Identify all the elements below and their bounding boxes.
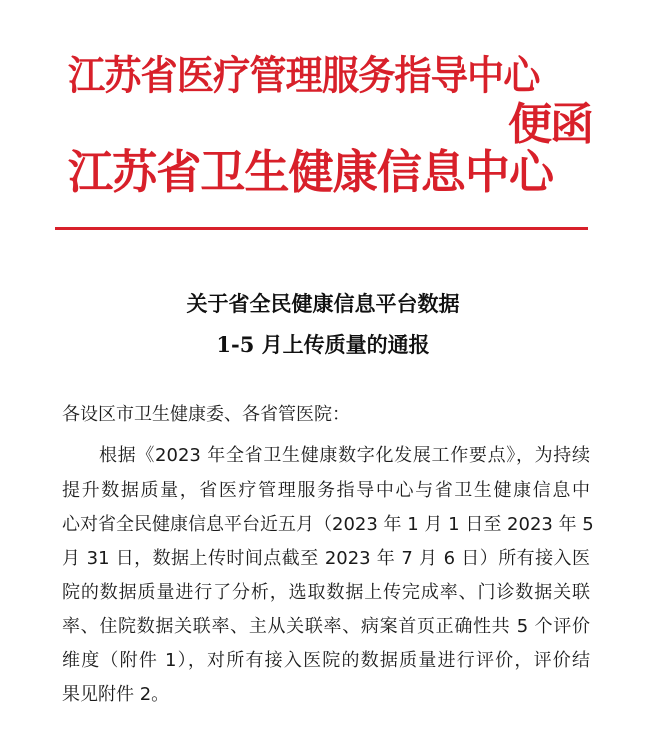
body-line-2: 提升数据质量，省医疗管理服务指导中心与省卫生健康信息中 [62,480,590,501]
document-title-line-2: 1-5 月上传质量的通报 [216,332,430,357]
issuer-name-1: 江苏省医疗管理服务指导中心 [68,52,540,99]
body-line-8: 果见附件 2。 [62,684,170,705]
body-line-5: 院的数据质量进行了分析，选取数据上传完成率、门诊数据关联 [62,582,590,603]
salutation: 各设区市卫生健康委、各省管医院： [62,404,350,425]
document-title-line-1: 关于省全民健康信息平台数据 [186,291,460,316]
issuer-name-2: 江苏省卫生健康信息中心 [68,145,554,199]
body-line-1: 根据《2023 年全省卫生健康数字化发展工作要点》，为持续 [99,445,590,466]
letterhead-divider [55,227,588,230]
document-type-label: 便函 [508,99,592,150]
body-line-3: 心对省全民健康信息平台近五月（2023 年 1 月 1 日至 2023 年 5 [62,514,594,535]
letterhead [0,0,646,240]
body-line-4: 月 31 日，数据上传时间点截至 2023 年 7 月 6 日）所有接入医 [62,548,590,569]
body-line-7: 维度（附件 1），对所有接入医院的数据质量进行评价，评价结 [62,650,590,671]
body-line-6: 率、住院数据关联率、主从关联率、病案首页正确性共 5 个评价 [62,616,590,637]
